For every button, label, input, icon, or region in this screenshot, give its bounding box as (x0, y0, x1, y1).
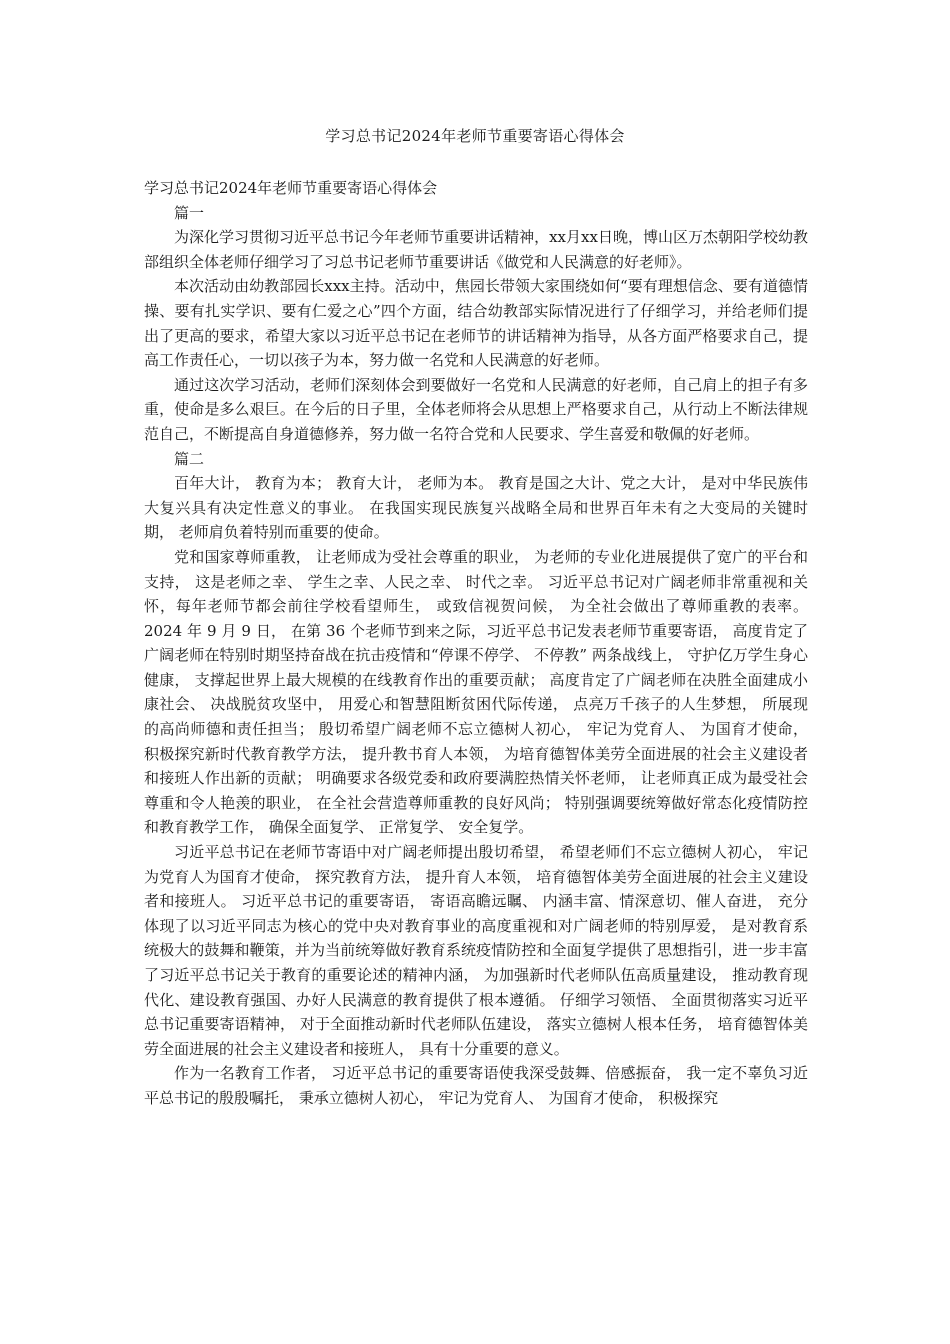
paragraph: 为深化学习贯彻习近平总书记今年老师节重要讲话精神，xx月xx日晚，博山区万杰朝阳学校幼教部组织全体老师仔细学习了习总书记老师节重要讲话《做党和人民满意的好老师》。 (144, 228, 808, 271)
paragraph: 作为一名教育工作者， 习近平总书记的重要寄语使我深受鼓舞、倍感振奋， 我一定不辜负习近平总书记的殷殷嘱托， 秉承立德树人初心， 牢记为党育人、 为国育才使命， 积极探究 (144, 1064, 808, 1107)
section-heading: 篇二 (174, 449, 205, 468)
paragraph: 本次活动由幼教部园长xxx主持。活动中，焦园长带领大家围绕如何“要有理想信念、要有道德情操、要有扎实学识、要有仁爱之心”四个方面，结合幼教部实际情况进行了仔细学习，并给老师们提出了更高的要求，希望大家以习近平总书记在老师节的讲话精神为指导，从各方面严格要求自己，提高工作责任心，一切以孩子为本，努力做一名党和人民满意的好老师。 (144, 277, 808, 370)
paragraph: 习近平总书记在老师节寄语中对广阔老师提出殷切希望， 希望老师们不忘立德树人初心， 牢记为党育人为国育才使命， 探究教育方法， 提升育人本领， 培育德智体美劳全面进展的社会主义建设者和接班人。 习近平总书记的重要寄语， 寄语高瞻远瞩、 内涵丰富、情深意切、催人奋进， 充分体现了以习近平同志为核心的党中央对教育事业的高度重视和对广阔老师的特别厚爱， 是对教育系统极大的鼓舞和鞭策，并为当前统筹做好教育系统疫情防控和全面复学提供了思想指引，进一步丰富了习近平总书记关于教育的重要论述的精神内涵， 为加强新时代老师队伍高质量建设， 推动教育现代化、建设教育强国、办好人民满意的教育提供了根本遵循。 仔细学习领悟、 全面贯彻落实习近平总书记重要寄语精神， 对于全面推动新时代老师队伍建设， 落实立德树人根本任务， 培育德智体美劳全面进展的社会主义建设者和接班人， 具有十分重要的意义。 (144, 843, 808, 1058)
paragraph: 百年大计， 教育为本； 教育大计， 老师为本。 教育是国之大计、党之大计， 是对中华民族伟大复兴具有决定性意义的事业。 在我国实现民族复兴战略全局和世界百年未有之大变局的关键时期， 老师肩负着特别而重要的使命。 (144, 474, 808, 542)
paragraph: 通过这次学习活动，老师们深刻体会到要做好一名党和人民满意的好老师，自己肩上的担子有多重，使命是多么艰巨。在今后的日子里，全体老师将会从思想上严格要求自己，从行动上不断法律规范自己，不断提高自身道德修养，努力做一名符合党和人民要求、学生喜爱和敬佩的好老师。 (144, 375, 808, 443)
document-body (144, 176, 808, 1111)
section-heading: 篇一 (174, 203, 205, 222)
paragraph: 党和国家尊师重教， 让老师成为受社会尊重的职业， 为老师的专业化进展提供了宽广的平台和支持， 这是老师之幸、 学生之幸、人民之幸、 时代之幸。 习近平总书记对广阔老师非常重视和关怀，每年老师节都会前往学校看望师生， 或致信视贺问候， 为全社会做出了尊师重教的表率。 2024 年 9 月 9 日， 在第 36 个老师节到来之际，习近平总书记发表老师节重要寄语， 高度肯定了广阔老师在特别时期坚持奋战在抗击疫情和“停课不停学、 不停教” 两条战线上， 守护亿万学生身心健康， 支撑起世界上最大规模的在线教育作出的重要贡献； 高度肯定了广阔老师在决胜全面建成小康社会、 决战脱贫攻坚中， 用爱心和智慧阻断贫困代际传递， 点亮万千孩子的人生梦想， 所展现的高尚师德和责任担当； 殷切希望广阔老师不忘立德树人初心， 牢记为党育人、 为国育才使命， 积极探究新时代教育教学方法， 提升教书育人本领， 为培育德智体美劳全面进展的社会主义建设者和接班人作出新的贡献； 明确要求各级党委和政府要满腔热情关怀老师， 让老师真正成为最受社会尊重和令人艳羡的职业， 在全社会营造尊师重教的良好风尚； 特别强调要统筹做好常态化疫情防控和教育教学工作， 确保全面复学、 正常复学、 安全复学。 (144, 547, 808, 837)
document-title: 学习总书记2024年老师节重要寄语心得体会 (325, 127, 625, 145)
document-subtitle: 学习总书记2024年老师节重要寄语心得体会 (144, 179, 438, 197)
